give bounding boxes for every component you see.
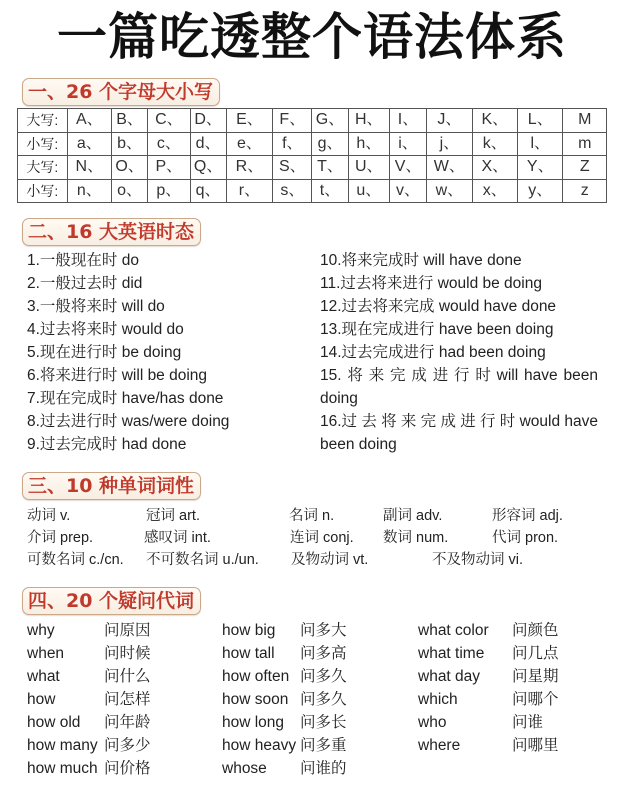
tense-word: 行 [454, 367, 470, 384]
pos-item: 不可数名词 u./un. [146, 552, 259, 568]
pos-item: 可数名词 c./cn. [27, 552, 124, 568]
question-word-zh: 问多久 [300, 691, 347, 708]
question-word-en: how big [222, 622, 276, 639]
tense-word: 15. [320, 367, 342, 384]
alphabet-cell: Z [563, 156, 607, 180]
alphabet-cell: M [563, 109, 607, 133]
pos-item: 感叹词 int. [144, 530, 211, 546]
alphabet-cell: r、 [226, 179, 273, 203]
pos-item: 及物动词 vt. [291, 552, 369, 568]
alphabet-cell: o、 [112, 179, 148, 203]
alphabet-cell: x、 [472, 179, 517, 203]
alphabet-row-label: 大写: [18, 156, 68, 180]
pos-item: 数词 num. [383, 530, 449, 546]
tense-word: 完 [390, 367, 406, 384]
alphabet-row [18, 179, 607, 203]
alphabet-row [18, 156, 607, 180]
question-word-zh: 问多久 [300, 668, 347, 685]
question-word-zh: 问星期 [512, 668, 559, 685]
tense-word: 进 [432, 367, 449, 384]
tense-item: 2.一般过去时 did [27, 275, 143, 292]
tense-word: 进 [460, 413, 476, 430]
tense-word: 时 [475, 367, 491, 384]
alphabet-row-label: 大写: [18, 109, 68, 133]
question-word-zh: 问什么 [104, 668, 151, 685]
question-word-zh: 问多长 [300, 714, 347, 731]
question-word-zh: 问哪里 [512, 737, 559, 754]
pos-item: 名词 n. [289, 508, 335, 524]
tense-item: 9.过去完成时 had done [27, 436, 187, 453]
question-word-zh: 问谁的 [300, 760, 347, 777]
alphabet-row-label: 小写: [18, 179, 68, 203]
alphabet-cell: N、 [67, 156, 111, 180]
alphabet-cell: P、 [148, 156, 190, 180]
alphabet-cell: f、 [273, 132, 312, 156]
alphabet-cell: m [563, 132, 607, 156]
alphabet-cell: a、 [67, 132, 111, 156]
tense-item: 1.一般现在时 do [27, 252, 139, 269]
tense-item: 7.现在完成时 have/has done [27, 390, 224, 407]
alphabet-cell: O、 [112, 156, 148, 180]
question-word-en: where [418, 737, 461, 754]
pos-item: 形容词 adj. [492, 508, 563, 524]
question-word-en: what color [418, 622, 489, 639]
question-word-en: whose [222, 760, 267, 777]
tense-word: 完 [420, 413, 437, 430]
pos-item: 不及物动词 vi. [432, 552, 524, 568]
tense-item-16-line1 [320, 412, 598, 432]
tense-word: 成 [411, 367, 427, 384]
alphabet-cell: H、 [348, 109, 389, 133]
alphabet-cell: V、 [389, 156, 426, 180]
question-word-en: what [27, 668, 60, 685]
section-heading-alphabet: 一、26 个字母大小写 [22, 78, 220, 106]
alphabet-cell: l、 [518, 132, 563, 156]
tense-item: 13.现在完成进行 have been doing [320, 321, 554, 338]
question-word-zh: 问多重 [300, 737, 347, 754]
alphabet-cell: R、 [226, 156, 273, 180]
tense-word: 来 [400, 413, 417, 430]
alphabet-cell: b、 [112, 132, 148, 156]
tense-item: 3.一般将来时 will do [27, 298, 165, 315]
alphabet-cell: w、 [427, 179, 472, 203]
alphabet-cell: C、 [148, 109, 190, 133]
question-word-en: how much [27, 760, 98, 777]
question-word-zh: 问时候 [104, 645, 151, 662]
alphabet-cell: z [563, 179, 607, 203]
tense-word: been [563, 367, 598, 384]
section-heading-question-words: 四、20 个疑问代词 [22, 587, 201, 615]
alphabet-cell: B、 [112, 109, 148, 133]
tense-item: 11.过去将来进行 would be doing [320, 275, 542, 292]
tense-item-15-line1 [320, 366, 598, 386]
tense-word: have [524, 367, 558, 384]
alphabet-row-label: 小写: [18, 132, 68, 156]
question-word-zh: 问原因 [104, 622, 151, 639]
question-word-en: who [418, 714, 447, 731]
alphabet-row [18, 132, 607, 156]
tense-item: 5.现在进行时 be doing [27, 344, 182, 361]
tense-item: 12.过去将来完成 would have done [320, 298, 557, 315]
question-word-zh: 问多少 [104, 737, 151, 754]
question-word-zh: 问哪个 [512, 691, 559, 708]
alphabet-cell: U、 [348, 156, 389, 180]
alphabet-cell: h、 [348, 132, 389, 156]
tense-word: 时 [499, 413, 516, 430]
alphabet-cell: X、 [472, 156, 517, 180]
question-word-zh: 问多大 [300, 622, 347, 639]
tense-word: 16.过 [320, 413, 358, 430]
section-heading-parts-of-speech: 三、10 种单词词性 [22, 472, 201, 500]
question-word-en: how tall [222, 645, 275, 662]
alphabet-cell: i、 [389, 132, 426, 156]
alphabet-cell: g、 [312, 132, 348, 156]
tense-word: 行 [480, 413, 496, 430]
question-word-en: how long [222, 714, 285, 731]
tense-word: have [564, 413, 598, 430]
alphabet-cell: G、 [312, 109, 348, 133]
alphabet-cell: L、 [518, 109, 563, 133]
alphabet-cell: t、 [312, 179, 348, 203]
alphabet-cell: Y、 [518, 156, 563, 180]
alphabet-cell: W、 [427, 156, 472, 180]
alphabet-cell: j、 [427, 132, 472, 156]
question-word-en: which [418, 691, 458, 708]
alphabet-cell: s、 [273, 179, 312, 203]
alphabet-cell: c、 [148, 132, 190, 156]
alphabet-cell: p、 [148, 179, 190, 203]
question-word-en: how [27, 691, 56, 708]
alphabet-cell: k、 [472, 132, 517, 156]
question-word-zh: 问多高 [300, 645, 347, 662]
tense-word: will [496, 367, 519, 384]
alphabet-cell: u、 [348, 179, 389, 203]
alphabet-cell: D、 [190, 109, 226, 133]
tense-item: 14.过去完成进行 had been doing [320, 344, 546, 361]
question-word-en: what day [418, 668, 481, 685]
alphabet-cell: S、 [273, 156, 312, 180]
pos-item: 副词 adv. [383, 508, 443, 524]
pos-item: 代词 pron. [492, 530, 559, 546]
question-word-en: when [27, 645, 65, 662]
tense-word: 去 [361, 413, 377, 430]
question-word-zh: 问谁 [512, 714, 544, 731]
question-word-zh: 问年龄 [104, 714, 151, 731]
alphabet-table [17, 108, 607, 203]
tense-word: 成 [440, 413, 456, 430]
question-word-en: how soon [222, 691, 289, 708]
question-word-zh: 问价格 [104, 760, 151, 777]
pos-item: 连词 conj. [290, 530, 354, 546]
alphabet-cell: n、 [67, 179, 111, 203]
alphabet-cell: v、 [389, 179, 426, 203]
alphabet-row [18, 109, 607, 133]
alphabet-cell: I、 [389, 109, 426, 133]
alphabet-cell: q、 [190, 179, 226, 203]
alphabet-cell: J、 [427, 109, 472, 133]
pos-item: 介词 prep. [27, 530, 94, 546]
question-word-zh: 问颜色 [512, 622, 559, 639]
alphabet-cell: A、 [67, 109, 111, 133]
page-title: 一篇吃透整个语法体系 [57, 8, 567, 66]
question-word-zh: 问怎样 [104, 691, 151, 708]
tense-word: 来 [368, 367, 385, 384]
tense-item: 10.将来完成时 will have done [320, 252, 522, 269]
tense-word: would [519, 413, 561, 430]
alphabet-cell: E、 [226, 109, 273, 133]
question-word-en: what time [418, 645, 485, 662]
alphabet-cell: d、 [190, 132, 226, 156]
tense-item-15-line2: doing [320, 390, 358, 407]
question-word-en: how often [222, 668, 290, 685]
tense-item-16-line2: been doing [320, 436, 397, 453]
question-word-en: why [27, 622, 55, 639]
tense-item: 8.过去进行时 was/were doing [27, 413, 230, 430]
question-word-en: how many [27, 737, 98, 754]
tense-word: 将 [347, 367, 363, 384]
question-word-en: how old [27, 714, 81, 731]
tense-word: 将 [381, 413, 397, 430]
tense-item: 4.过去将来时 would do [27, 321, 184, 338]
alphabet-cell: T、 [312, 156, 348, 180]
alphabet-cell: F、 [273, 109, 312, 133]
question-word-zh: 问几点 [512, 645, 559, 662]
section-heading-tenses: 二、16 大英语时态 [22, 218, 201, 246]
alphabet-cell: e、 [226, 132, 273, 156]
pos-item: 冠词 art. [146, 508, 200, 524]
alphabet-cell: Q、 [190, 156, 226, 180]
tense-item: 6.将来进行时 will be doing [27, 367, 208, 384]
pos-item: 动词 v. [27, 508, 71, 524]
alphabet-cell: K、 [472, 109, 517, 133]
question-word-en: how heavy [222, 737, 297, 754]
alphabet-cell: y、 [518, 179, 563, 203]
